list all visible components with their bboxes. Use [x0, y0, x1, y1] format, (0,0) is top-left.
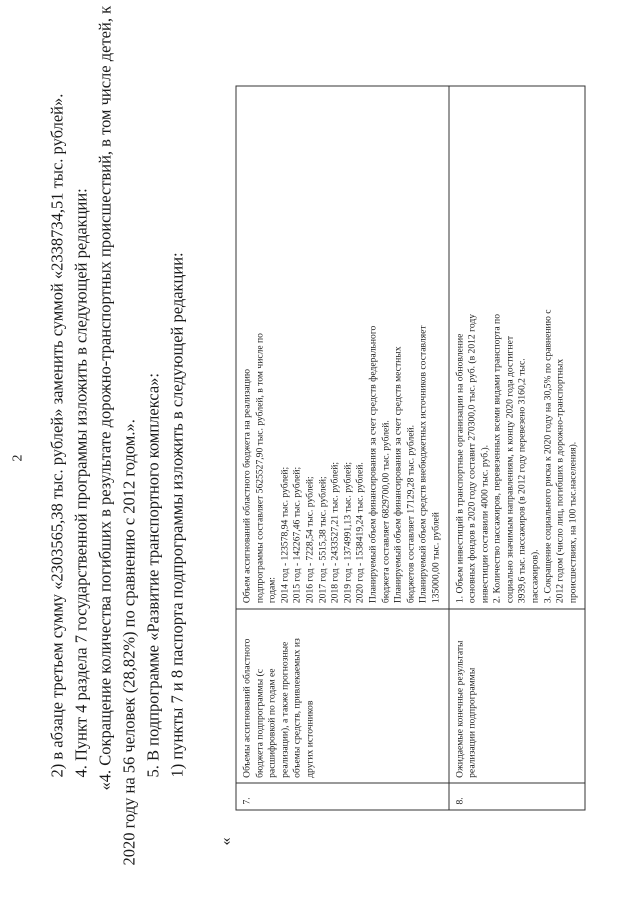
content-line: основных фондов в 2020 году составит 270300,0 тыс. руб. (в 2012 году [466, 313, 478, 603]
content-line: Планируемый объем финансирования за счет средств местных [392, 345, 404, 603]
content-line: 2020 год - 1538419,24 тыс. рублей. [354, 461, 366, 603]
row-label: Ожидаемые конечные результаты реализации подпрограммы [448, 608, 585, 783]
content-line: 2018 год - 2433527,21 тыс. рублей; [329, 461, 341, 603]
content-line: 2. Количество пассажиров, перевезенных всеми видами транспорта по [491, 313, 503, 603]
row-content [236, 86, 449, 609]
content-line: 2015 год - 142267,46 тыс. рублей; [291, 466, 303, 603]
content-line: 2016 год - 7228,54 тыс. рублей; [303, 475, 315, 603]
content-line: бюджетов составляет 17129,28 тыс. рублей. [404, 424, 416, 603]
content-line: социально значимым направлениям, к концу 2020 года достигнет [503, 335, 515, 603]
passport-table [235, 85, 585, 810]
document-body [45, 0, 189, 865]
content-line: бюджета составляет 6829700,00 тыс. рублей. [379, 419, 391, 603]
content-line: 2017 год - 5515,38 тыс. рублей; [316, 475, 328, 603]
content-line: годам: [266, 576, 278, 603]
content-line: 2014 год - 123578,94 тыс. рублей; [278, 466, 290, 603]
content-line: 2012 годом (число лиц, погибших в дорожно-транспортных [554, 358, 566, 603]
row-number: 7. [236, 783, 449, 810]
content-line: 3939,6 тыс. пассажиров (в 2012 году перевезено 3160,2 тыс. [516, 357, 528, 603]
content-line: 2019 год - 1374991,13 тыс. рублей; [341, 461, 353, 603]
paragraph-3: «4. Сокращение количества погибших в результате дорожно-транспортных происшествий, в том числе детей, к [95, 5, 114, 790]
page-number: 2 [10, 454, 25, 461]
table-row [236, 86, 449, 810]
content-line: 3. Сокращение социального риска к 2020 году на 30,5% по сравнению с [541, 308, 553, 603]
content-line: пассажиров). [529, 548, 541, 603]
content-line: происшествиях, на 100 тыс.населения). [566, 441, 578, 603]
opening-quote: « [217, 837, 234, 845]
row-label: Объемы ассигнований областного бюджета подпрограммы (с расшифровкой по годам ее реализации), а также прогнозные объемы средств, привлекаемых из других источников [236, 608, 449, 783]
content-line: Планируемый объем средств внебюджетных источников составляет [417, 324, 429, 603]
paragraph-4: 2020 году на 56 человек (28,82%) по сравнению с 2012 годом.». [119, 418, 138, 865]
row-number: 8. [448, 783, 585, 810]
paragraph-6: 1) пункты 7 и 8 паспорта подпрограммы изложить в следующей редакции: [167, 251, 186, 777]
content-line: инвестиции составили 4000 тыс. руб.). [478, 444, 490, 603]
content-line: подпрограммы составляет 5625527,90 тыс. рублей, в том числе по [253, 332, 265, 603]
content-line: 135000,00 тыс. рублей [429, 511, 441, 603]
row-content [448, 86, 585, 609]
content-line: Планируемый объем финансирования за счет средств федерального [366, 325, 378, 603]
paragraph-5: 5. В подпрограмме «Развитие транспортного комплекса»: [143, 372, 162, 777]
paragraph-2: 4. Пункт 4 раздела 7 государственной программы изложить в следующей редакции: [71, 187, 90, 777]
content-line: 1. Объем инвестиций в транспортные организации на обновление [453, 333, 465, 603]
paragraph-1: 2) в абзаце третьем сумму «2303565,38 тыс. рублей» заменить суммой «2338734,51 тыс. рублей». [47, 93, 66, 777]
table-row [448, 86, 585, 810]
content-line: Объем ассигнований областного бюджета на реализацию [241, 368, 252, 603]
